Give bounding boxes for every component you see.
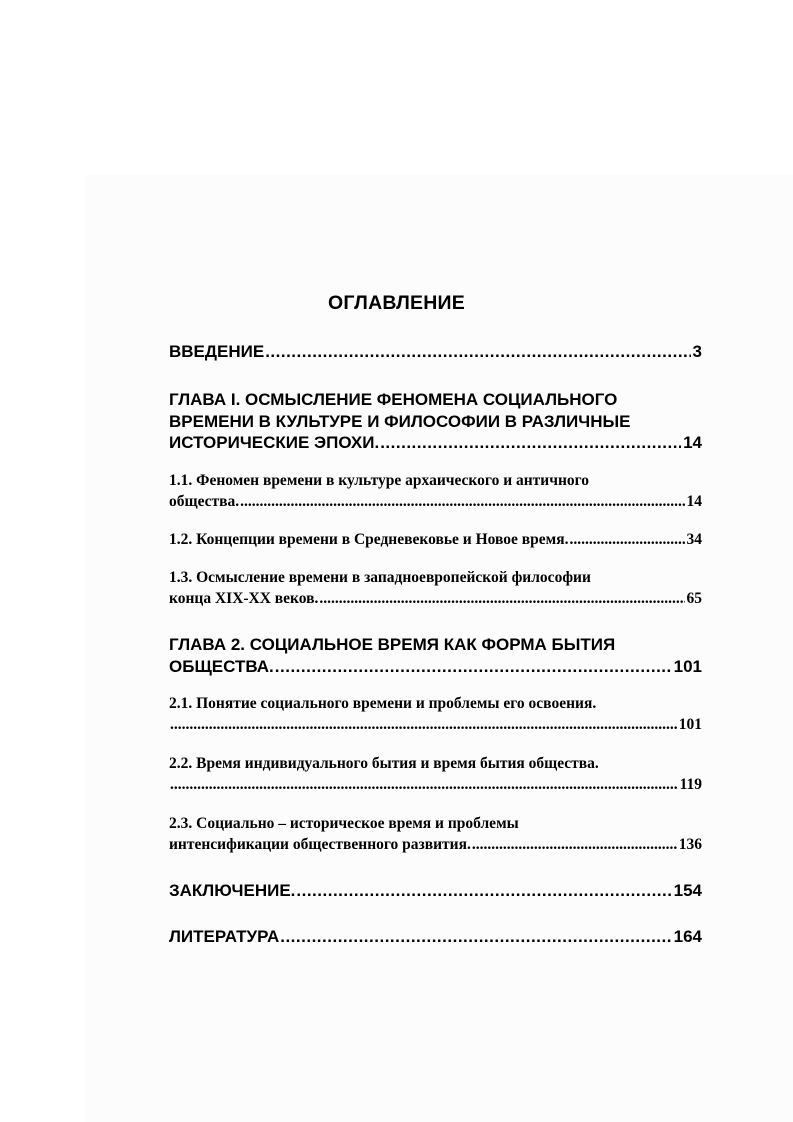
toc-entry-text: конца XIX-XX веков. <box>169 590 319 607</box>
page-number: 14 <box>686 493 702 510</box>
toc-entry-text: ЛИТЕРАТУРА <box>169 927 280 946</box>
dot-leader <box>275 656 672 678</box>
dot-leader <box>170 714 677 735</box>
toc-entry-text: интенсификации общественного развития. <box>169 836 471 853</box>
toc-entry-text: 2.2. Время индивидуального бытия и время бытия общества. <box>169 755 599 772</box>
toc-entry-chapter-2[interactable] <box>169 634 702 677</box>
dot-leader <box>265 341 690 363</box>
toc-entry-text: ОБЩЕСТВА. <box>169 656 274 676</box>
dot-leader <box>280 926 671 948</box>
dot-leader <box>170 774 678 795</box>
page-title: ОГЛАВЛЕНИЕ <box>328 292 465 314</box>
page-number: 119 <box>679 776 702 793</box>
toc-entry-chapter-1[interactable] <box>169 389 702 454</box>
toc-entry-text: ВРЕМЕНИ В КУЛЬТУРЕ И ФИЛОСОФИИ В РАЗЛИЧНЫЕ <box>169 411 631 431</box>
toc-entry-text: ГЛАВА 2. СОЦИАЛЬНОЕ ВРЕМЯ КАК ФОРМА БЫТИЯ <box>169 635 616 654</box>
dot-leader <box>472 834 677 855</box>
page-number: 101 <box>673 656 702 676</box>
toc-entry-section-1-1[interactable] <box>169 470 702 512</box>
dot-leader <box>319 588 684 609</box>
toc-entry-text: общества. <box>169 493 240 510</box>
dot-leader <box>380 432 681 454</box>
page-number: 154 <box>673 881 702 900</box>
toc-entry-text: ГЛАВА I. ОСМЫСЛЕНИЕ ФЕНОМЕНА СОЦИАЛЬНОГО <box>169 390 618 409</box>
dot-leader <box>296 880 671 902</box>
page-number: 65 <box>686 590 702 607</box>
toc-entry-section-1-2[interactable] <box>169 529 702 550</box>
toc-entry-text: 1.3. Осмысление времени в западноевропейской философии <box>169 569 591 586</box>
page-number: 136 <box>678 836 702 853</box>
toc-entry-text: 1.1. Феномен времени в культуре архаического и античного <box>169 472 590 489</box>
toc-entry-text: ЗАКЛЮЧЕНИЕ. <box>169 881 296 900</box>
page-number: 34 <box>686 531 702 548</box>
toc-entry-text: 1.2. Концепции времени в Средневековье и Новое время. <box>169 531 569 548</box>
toc-entry-section-1-3[interactable] <box>169 567 702 609</box>
dot-leader <box>569 529 684 550</box>
toc-entry-section-2-2[interactable] <box>169 753 702 795</box>
toc-entry-text: 2.1. Понятие социального времени и проблемы его освоения. <box>169 695 597 712</box>
toc-entry-text: ВВЕДЕНИЕ <box>169 342 265 361</box>
page-number: 14 <box>683 433 702 452</box>
page-number: 164 <box>673 927 702 946</box>
toc-entry-conclusion[interactable] <box>169 880 702 902</box>
toc-entry-introduction[interactable] <box>169 341 702 363</box>
toc-entry-section-2-3[interactable] <box>169 813 702 855</box>
page-number: 101 <box>678 716 702 733</box>
toc-entry-literature[interactable] <box>169 926 702 948</box>
toc-entry-section-2-1[interactable] <box>169 693 702 735</box>
dot-leader <box>240 491 684 512</box>
page-number: 3 <box>692 342 702 361</box>
toc-entry-text: 2.3. Социально – историческое время и проблемы <box>169 815 519 832</box>
toc-entry-text: ИСТОРИЧЕСКИЕ ЭПОХИ. <box>169 433 380 452</box>
